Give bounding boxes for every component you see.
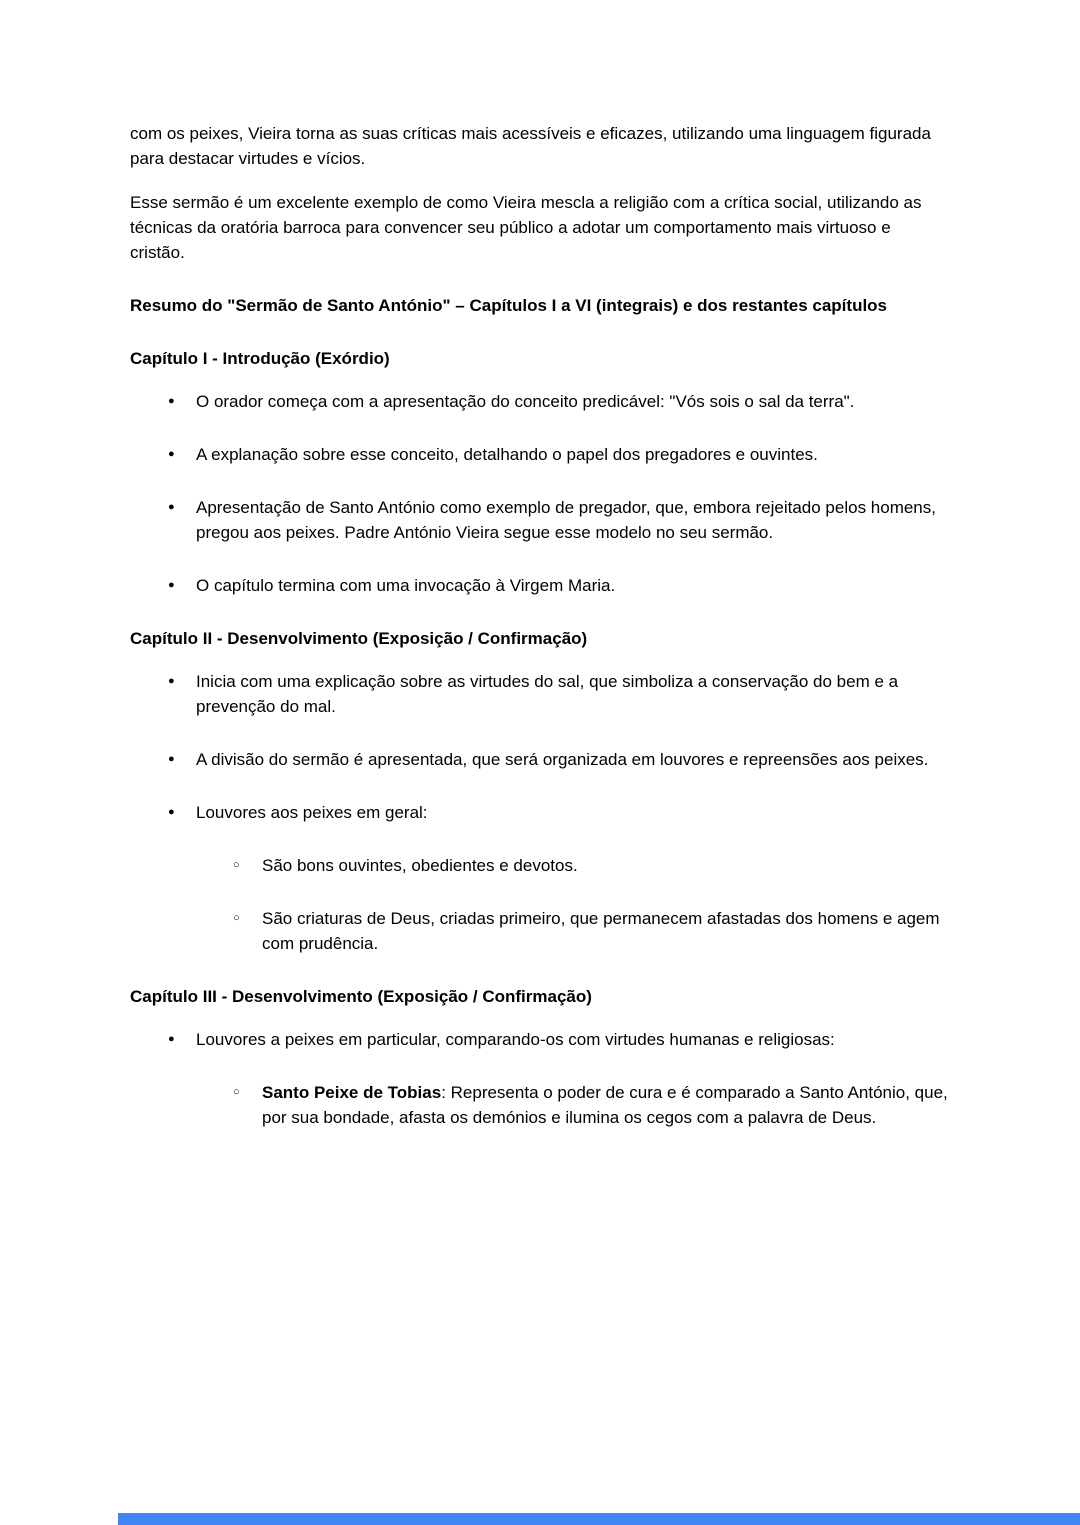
bullet-circle-icon: ○ xyxy=(233,1086,240,1098)
bold-term: Santo Peixe de Tobias xyxy=(262,1083,442,1102)
paragraph: Esse sermão é um excelente exemplo de como Vieira mescla a religião com a crítica social, utilizando as técnicas da oratória barroca para convencer seu público a adotar um comportamento mais virtuoso e cristão. xyxy=(130,193,922,262)
bullet-disc-icon: ● xyxy=(168,501,175,513)
main-heading: Resumo do "Sermão de Santo António" – Capítulos I a VI (integrais) e dos restantes capítulos xyxy=(130,296,888,315)
bullet-disc-icon: ● xyxy=(168,753,175,765)
bottom-blue-bar xyxy=(118,1513,1080,1525)
list-item xyxy=(130,389,950,414)
list-item xyxy=(130,573,950,598)
list-item xyxy=(130,495,950,545)
bullet-circle-icon: ○ xyxy=(233,859,240,871)
list-item-text: A divisão do sermão é apresentada, que será organizada em louvores e repreensões aos peixes. xyxy=(196,750,929,769)
list-item xyxy=(130,442,950,467)
list-item-text: Inicia com uma explicação sobre as virtudes do sal, que simboliza a conservação do bem e a prevenção do mal. xyxy=(196,672,899,716)
bullet-disc-icon: ● xyxy=(168,579,175,591)
sub-list-item xyxy=(130,853,950,878)
list-item-text: O orador começa com a apresentação do conceito predicável: "Vós sois o sal da terra". xyxy=(196,392,855,411)
list-item xyxy=(130,1027,950,1052)
list-item-text: A explanação sobre esse conceito, detalhando o papel dos pregadores e ouvintes. xyxy=(196,445,818,464)
list-item xyxy=(130,669,950,719)
list-item-text: Louvores aos peixes em geral: xyxy=(196,803,428,822)
sub-list-item xyxy=(130,1080,950,1130)
list-item-text: Apresentação de Santo António como exemplo de pregador, que, embora rejeitado pelos homens, pregou aos peixes. Padre António Vieira segue esse modelo no seu sermão. xyxy=(196,498,936,542)
bullet-disc-icon: ● xyxy=(168,448,175,460)
bullet-disc-icon: ● xyxy=(168,806,175,818)
bullet-list-chapter-2 xyxy=(130,669,950,956)
term-description: : Representa o poder de cura e é comparado a Santo António, que, por sua bondade, afasta os demónios e ilumina os cegos com a palavra de Deus. xyxy=(262,1083,948,1127)
list-item xyxy=(130,800,950,825)
list-item-text: Louvores a peixes em particular, comparando-os com virtudes humanas e religiosas: xyxy=(196,1030,835,1049)
list-item-text: São bons ouvintes, obedientes e devotos. xyxy=(262,856,578,875)
bullet-disc-icon: ● xyxy=(168,395,175,407)
document-content xyxy=(130,121,950,1158)
bullet-disc-icon: ● xyxy=(168,1033,175,1045)
bullet-disc-icon: ● xyxy=(168,675,175,687)
section-heading-chapter-2: Capítulo II - Desenvolvimento (Exposição / Confirmação) xyxy=(130,629,588,648)
section-heading-chapter-1: Capítulo I - Introdução (Exórdio) xyxy=(130,349,390,368)
list-item-text xyxy=(262,1083,948,1127)
bullet-circle-icon: ○ xyxy=(233,912,240,924)
bullet-list-chapter-3 xyxy=(130,1027,950,1130)
sub-list-item xyxy=(130,906,950,956)
list-item xyxy=(130,747,950,772)
list-item-text: São criaturas de Deus, criadas primeiro, que permanecem afastadas dos homens e agem com prudência. xyxy=(262,909,940,953)
list-item-text: O capítulo termina com uma invocação à Virgem Maria. xyxy=(196,576,616,595)
bullet-list-chapter-1 xyxy=(130,389,950,598)
paragraph: com os peixes, Vieira torna as suas críticas mais acessíveis e eficazes, utilizando uma linguagem figurada para destacar virtudes e vícios. xyxy=(130,124,931,168)
section-heading-chapter-3: Capítulo III - Desenvolvimento (Exposição / Confirmação) xyxy=(130,987,592,1006)
